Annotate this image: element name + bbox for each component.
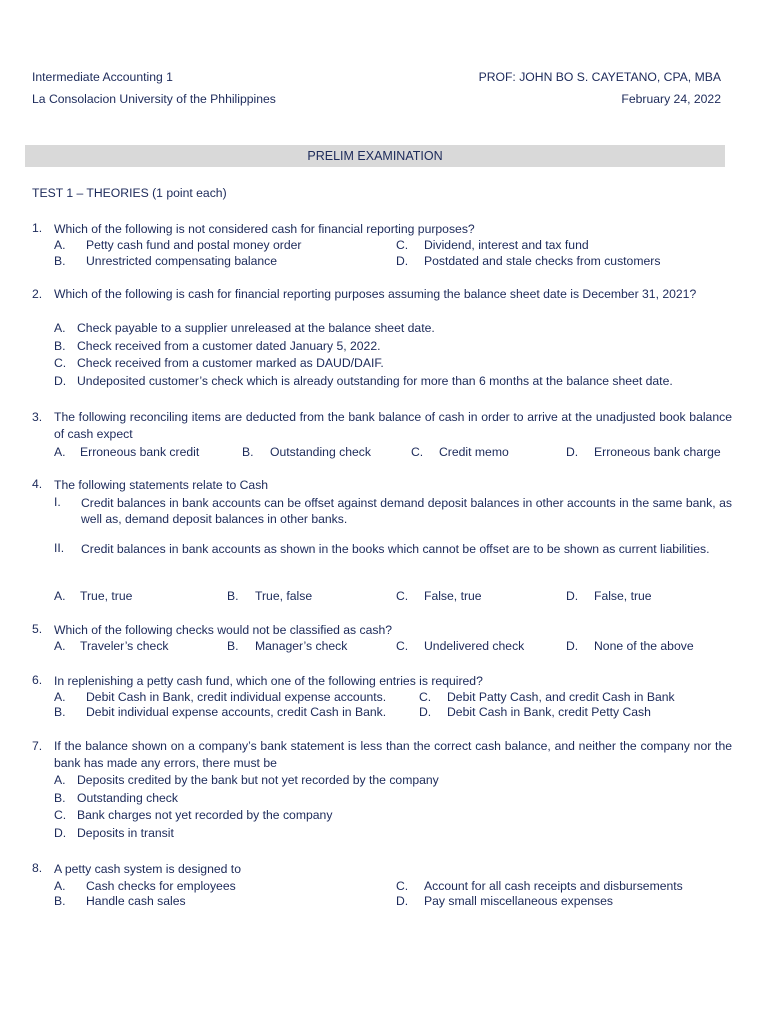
option-a: A. Petty cash fund and postal money order [54,238,302,252]
exam-title-banner [25,145,725,167]
option-d: D. Postdated and stale checks from customers [396,254,661,268]
question-number: 2. [32,287,43,301]
option-c: C. False, true [396,589,482,603]
statement-numeral: II. [54,541,65,555]
question-text: A petty cash system is designed to [54,862,241,876]
question-text: The following statements relate to Cash [54,478,269,492]
option-c: C. Undelivered check [396,639,525,653]
option-a: A. Debit Cash in Bank, credit individual expense accounts. [54,690,387,704]
question-number: 1. [32,221,43,235]
option-a: A. True, true [54,589,133,603]
option-b: B. Outstanding check [242,445,371,459]
option-d: D. None of the above [566,639,694,653]
question-text: If the balance shown on a company’s bank statement is less than the correct cash balance, and neither the company nor the bank has made any errors, there must be [54,739,732,770]
question-text: In replenishing a petty cash fund, which one of the following entries is required? [54,674,483,688]
question-number: 6. [32,673,43,687]
school-name: La Consolacion University of the Phhilippines [32,92,276,106]
statement-text: Credit balances in bank accounts can be offset against demand deposit balances in other accounts in the same bank, as well as, demand deposit balances in other banks. [81,496,732,526]
option-b: B. Outstanding check [54,791,178,805]
option-a: A. Deposits credited by the bank but not yet recorded by the company [54,773,439,787]
statement-text: Credit balances in bank accounts as shown in the books which cannot be offset are to be shown as current liabilities. [81,542,710,556]
option-c: C. Check received from a customer marked as DAUD/DAIF. [54,356,384,370]
option-a: A. Check payable to a supplier unreleased at the balance sheet date. [54,321,435,335]
statement-numeral: I. [54,495,61,509]
option-b: B. Debit individual expense accounts, credit Cash in Bank. [54,705,387,719]
option-c: C. Account for all cash receipts and disbursements [396,879,683,893]
option-d: D. Debit Cash in Bank, credit Petty Cash [419,705,651,719]
question-number: 5. [32,622,43,636]
option-d: D. Erroneous bank charge [566,445,721,459]
question-text: Which of the following is cash for financial reporting purposes assuming the balance sheet date is December 31, 2021? [54,287,697,301]
option-a: A. Cash checks for employees [54,879,236,893]
option-a: A. Erroneous bank credit [54,445,200,459]
option-b: B. Handle cash sales [54,894,186,908]
question-text: The following reconciling items are deducted from the bank balance of cash in order to arrive at the unadjusted book balance of cash expect [54,410,732,441]
test-title: TEST 1 – THEORIES (1 point each) [32,186,227,200]
question-text: Which of the following checks would not be classified as cash? [54,623,393,637]
option-c: C. Bank charges not yet recorded by the company [54,808,333,822]
exam-date: February 24, 2022 [621,92,721,106]
professor-name: PROF: JOHN BO S. CAYETANO, CPA, MBA [478,70,721,84]
option-d: D. Deposits in transit [54,826,174,840]
option-c: C. Dividend, interest and tax fund [396,238,589,252]
question-number: 7. [32,739,43,753]
course-name: Intermediate Accounting 1 [32,70,173,84]
option-d: D. Pay small miscellaneous expenses [396,894,613,908]
option-c: C. Debit Patty Cash, and credit Cash in Bank [419,690,675,704]
option-d: D. False, true [566,589,652,603]
option-b: B. Check received from a customer dated January 5, 2022. [54,339,381,353]
question-number: 3. [32,410,43,424]
question-text: Which of the following is not considered cash for financial reporting purposes? [54,222,475,236]
option-c: C. Credit memo [411,445,509,459]
option-b: B. Manager’s check [227,639,348,653]
option-d: D. Undeposited customer’s check which is already outstanding for more than 6 months at the balance sheet date. [54,374,673,388]
option-b: B. Unrestricted compensating balance [54,254,278,268]
option-a: A. Traveler’s check [54,639,169,653]
exam-title: PRELIM EXAMINATION [307,149,443,163]
question-number: 4. [32,477,43,491]
question-number: 8. [32,861,43,875]
option-b: B. True, false [227,589,313,603]
